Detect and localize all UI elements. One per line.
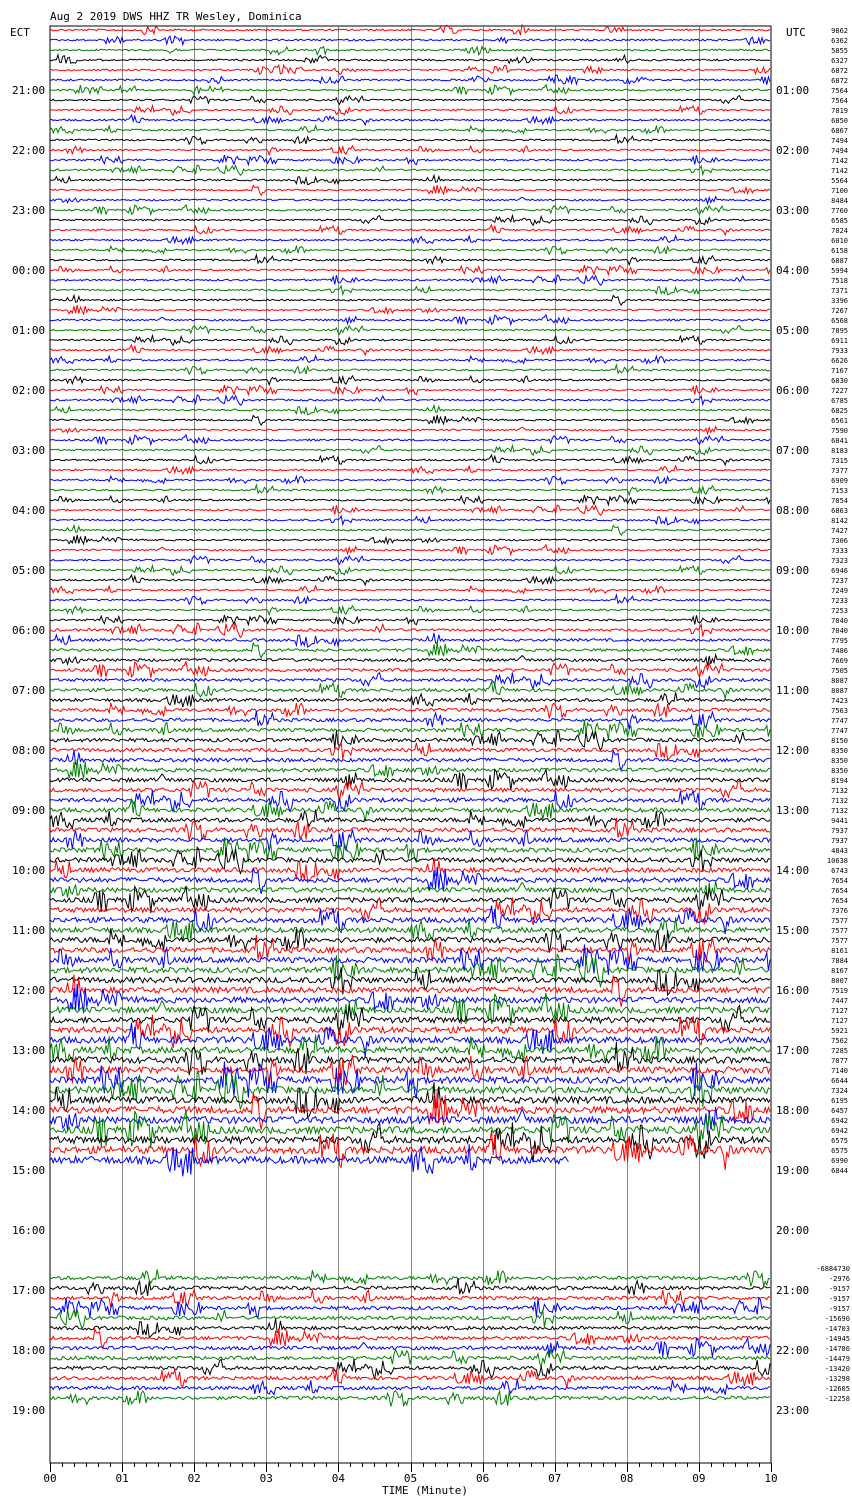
right-hour-label: 01:00 — [776, 84, 810, 97]
seismic-trace — [50, 376, 770, 385]
trace-scale-value: -14786 — [824, 1345, 850, 1353]
seismic-trace — [50, 435, 770, 445]
trace-scale-value: 7333 — [831, 547, 848, 555]
seismic-trace — [50, 1130, 770, 1170]
left-hour-label: 09:00 — [12, 804, 46, 817]
trace-scale-value: 7494 — [831, 147, 848, 155]
trace-scale-value: 7127 — [831, 1007, 848, 1015]
trace-scale-value: 7253 — [831, 607, 848, 615]
trace-scale-value: 7577 — [831, 917, 848, 925]
trace-scale-value: 7895 — [831, 327, 848, 335]
seismic-trace — [50, 365, 770, 374]
seismic-trace — [50, 265, 770, 275]
left-hour-label: 10:00 — [12, 864, 46, 877]
seismic-trace — [50, 197, 770, 204]
seismic-trace — [50, 155, 770, 165]
plot-frame — [50, 26, 771, 1463]
seismic-trace — [50, 867, 770, 894]
seismic-trace — [50, 1298, 770, 1318]
trace-scale-value: 7427 — [831, 527, 848, 535]
trace-scale-value: 7518 — [831, 277, 848, 285]
trace-scale-value: 7142 — [831, 157, 848, 165]
seismic-trace — [50, 55, 770, 63]
trace-scale-value: 6327 — [831, 57, 848, 65]
left-hour-label: 18:00 — [12, 1344, 46, 1357]
x-tick-label: 05 — [403, 1472, 418, 1485]
trace-scale-value: 5855 — [831, 47, 848, 55]
seismic-trace — [50, 345, 770, 355]
trace-scale-value: 6626 — [831, 357, 848, 365]
trace-group — [50, 25, 770, 1407]
trace-scale-value: 7040 — [831, 617, 848, 625]
trace-scale-value: 7267 — [831, 307, 848, 315]
trace-scale-value: 6585 — [831, 217, 848, 225]
seismic-trace — [50, 881, 770, 901]
seismic-trace — [50, 897, 770, 925]
trace-scale-value: 7077 — [831, 1057, 848, 1065]
trace-scale-value: 8007 — [831, 977, 848, 985]
left-hour-label: 08:00 — [12, 744, 46, 757]
trace-scale-value: 6872 — [831, 67, 848, 75]
seismic-trace — [50, 115, 770, 125]
trace-scale-value: 7795 — [831, 637, 848, 645]
seismic-trace — [50, 769, 770, 790]
left-hour-label: 22:00 — [12, 144, 46, 157]
trace-scale-value: -9157 — [828, 1305, 850, 1313]
trace-scale-value: 7654 — [831, 897, 848, 905]
left-hour-label: 15:00 — [12, 1164, 46, 1177]
trace-scale-value: 7486 — [831, 647, 848, 655]
seismic-trace — [50, 246, 770, 254]
right-hour-label: 14:00 — [776, 864, 810, 877]
trace-scale-value: 7494 — [831, 137, 848, 145]
seismic-trace — [50, 96, 770, 105]
trace-scale-value: 8350 — [831, 747, 848, 755]
seismic-trace — [50, 175, 770, 184]
seismic-trace — [50, 1269, 770, 1286]
left-hour-label: 02:00 — [12, 384, 46, 397]
seismic-trace — [50, 485, 770, 495]
seismic-trace — [50, 415, 770, 425]
trace-scale-value: 7654 — [831, 877, 848, 885]
trace-scale-value: 8350 — [831, 767, 848, 775]
seismic-trace — [50, 703, 770, 718]
x-tick-label: 00 — [43, 1472, 57, 1485]
seismic-trace — [50, 681, 770, 698]
x-axis-label: TIME (Minute) — [381, 1484, 469, 1497]
trace-scale-value: -12258 — [824, 1395, 850, 1403]
trace-scale-value: 6457 — [831, 1107, 848, 1115]
trace-scale-value: 8183 — [831, 447, 848, 455]
seismic-trace — [50, 405, 770, 414]
x-tick-label: 01 — [115, 1472, 129, 1485]
trace-scale-value: 8142 — [831, 517, 848, 525]
left-hour-label: 00:00 — [12, 264, 46, 277]
seismic-trace — [50, 286, 770, 295]
right-hour-label: 03:00 — [776, 204, 810, 217]
trace-scale-value: -14945 — [824, 1335, 850, 1343]
trace-scale-value: 7142 — [831, 167, 848, 175]
trace-scale-value: 6195 — [831, 1097, 848, 1105]
seismic-trace — [50, 275, 770, 285]
trace-scale-value: 7564 — [831, 87, 848, 95]
x-tick-label: 07 — [548, 1472, 562, 1485]
seismic-trace — [50, 575, 770, 585]
left-hour-label: 16:00 — [12, 1224, 46, 1237]
right-hour-label: 17:00 — [776, 1044, 810, 1057]
right-hour-label: 21:00 — [776, 1284, 810, 1297]
seismic-trace — [50, 336, 770, 346]
x-tick-label: 04 — [331, 1472, 346, 1485]
trace-scale-value: 7324 — [831, 1087, 848, 1095]
seismic-trace — [50, 315, 770, 325]
seismic-trace — [50, 692, 770, 707]
left-hour-label: 01:00 — [12, 324, 46, 337]
seismic-trace — [50, 216, 770, 226]
trace-scale-value: -9157 — [828, 1285, 850, 1293]
trace-scale-value: 7285 — [831, 1047, 848, 1055]
trace-scale-value: 6946 — [831, 567, 848, 575]
right-hour-label: 09:00 — [776, 564, 810, 577]
trace-scale-value: 7669 — [831, 657, 848, 665]
trace-scale-value: 7167 — [831, 367, 848, 375]
right-hour-label: 11:00 — [776, 684, 810, 697]
trace-scale-value: 9441 — [831, 817, 848, 825]
trace-scale-value: -2976 — [828, 1275, 850, 1283]
seismic-trace — [50, 326, 770, 335]
x-tick-label: 10 — [764, 1472, 778, 1485]
trace-scale-value: 7237 — [831, 577, 848, 585]
trace-scale-value: 7040 — [831, 627, 848, 635]
trace-scale-value: 7132 — [831, 807, 848, 815]
left-hour-label: 23:00 — [12, 204, 46, 217]
trace-scale-value: 8087 — [831, 687, 848, 695]
seismic-trace — [50, 742, 770, 760]
seismic-trace — [50, 566, 770, 576]
trace-scale-value: 6561 — [831, 417, 848, 425]
seismic-trace — [50, 225, 770, 235]
x-tick-label: 08 — [620, 1472, 634, 1485]
trace-scale-value: 7132 — [831, 787, 848, 795]
right-hour-labels — [776, 84, 809, 1417]
trace-scale-value: 6872 — [831, 77, 848, 85]
trace-scale-value: 7315 — [831, 457, 848, 465]
seismic-trace — [50, 798, 770, 821]
chart-title: Aug 2 2019 DWS HHZ TR Wesley, Dominica — [50, 10, 302, 23]
x-axis — [43, 1463, 777, 1485]
trace-scale-value: 7747 — [831, 717, 848, 725]
trace-scale-value: 7423 — [831, 697, 848, 705]
right-hour-label: 08:00 — [776, 504, 810, 517]
left-hour-label: 14:00 — [12, 1104, 46, 1117]
x-tick-label: 06 — [475, 1472, 490, 1485]
trace-scale-value: 7249 — [831, 587, 848, 595]
trace-scale-value: 6990 — [831, 1157, 848, 1165]
seismic-trace — [50, 595, 770, 604]
trace-scale-value: 7306 — [831, 537, 848, 545]
trace-scale-value: 6575 — [831, 1137, 848, 1145]
seismic-trace — [50, 466, 770, 474]
trace-scale-value: 8150 — [831, 737, 848, 745]
seismic-trace — [50, 495, 770, 505]
seismic-trace — [50, 305, 770, 314]
trace-scale-value: 7577 — [831, 937, 848, 945]
trace-scale-value: 10638 — [826, 857, 848, 865]
trace-scale-value: 7937 — [831, 827, 848, 835]
trace-scale-value: 7376 — [831, 907, 848, 915]
seismic-trace — [50, 1290, 770, 1308]
seismic-trace — [50, 356, 770, 364]
seismic-trace — [50, 446, 770, 456]
seismic-trace — [50, 455, 770, 465]
trace-scale-value: -13420 — [824, 1365, 850, 1373]
seismic-trace — [50, 1091, 770, 1130]
seismic-trace — [50, 780, 770, 800]
left-hour-label: 04:00 — [12, 504, 46, 517]
trace-scale-value: 7054 — [831, 497, 848, 505]
trace-scale-value: 7505 — [831, 667, 848, 675]
trace-scale-value: 6825 — [831, 407, 848, 415]
trace-scale-value: -14479 — [824, 1355, 850, 1363]
right-hour-label: 07:00 — [776, 444, 810, 457]
right-hour-label: 05:00 — [776, 324, 810, 337]
trace-scale-value: 6942 — [831, 1127, 848, 1135]
left-hour-label: 07:00 — [12, 684, 46, 697]
trace-scale-value: 7937 — [831, 837, 848, 845]
left-hour-label: 19:00 — [12, 1404, 46, 1417]
trace-scale-value: 7140 — [831, 1067, 848, 1075]
trace-scale-value: 7747 — [831, 727, 848, 735]
trace-scale-value: 8194 — [831, 777, 848, 785]
trace-scale-value: 6362 — [831, 37, 848, 45]
seismic-trace — [50, 720, 770, 739]
trace-scale-value: 6844 — [831, 1167, 848, 1175]
seismic-trace — [50, 295, 770, 305]
trace-scale-value: 7127 — [831, 1017, 848, 1025]
trace-scale-value: 6010 — [831, 237, 848, 245]
seismic-trace — [50, 126, 770, 134]
trace-scale-value: 8350 — [831, 757, 848, 765]
seismic-trace — [50, 673, 770, 689]
seismic-trace — [50, 135, 770, 144]
seismic-trace — [50, 606, 770, 615]
seismic-trace — [50, 505, 770, 515]
left-hour-label: 05:00 — [12, 564, 46, 577]
trace-scale-value: 6942 — [831, 1117, 848, 1125]
trace-scale-value: 7519 — [831, 987, 848, 995]
seismic-trace — [50, 236, 770, 244]
trace-scale-value: 6568 — [831, 317, 848, 325]
grid-lines — [50, 26, 771, 1463]
trace-scale-value: -6884730 — [816, 1265, 850, 1273]
seismic-trace — [50, 586, 770, 594]
trace-scale-value: 3396 — [831, 297, 848, 305]
trace-scale-value: 7760 — [831, 207, 848, 215]
left-hour-labels — [12, 84, 45, 1417]
seismic-trace — [50, 1072, 770, 1110]
trace-scale-value: 6785 — [831, 397, 848, 405]
seismic-trace — [50, 662, 770, 678]
trace-scale-value: 7562 — [831, 1037, 848, 1045]
trace-scale-value: 5994 — [831, 267, 848, 275]
trace-scale-value: 7447 — [831, 997, 848, 1005]
trace-scale-value: 6743 — [831, 867, 848, 875]
seismic-trace — [50, 655, 770, 666]
seismic-trace — [50, 85, 770, 95]
seismic-trace — [50, 395, 770, 405]
x-tick-label: 02 — [187, 1472, 201, 1485]
trace-scale-value: 7933 — [831, 347, 848, 355]
trace-scale-value: 7819 — [831, 107, 848, 115]
trace-scale-value: 7377 — [831, 467, 848, 475]
trace-scale-value: 8087 — [831, 677, 848, 685]
trace-scale-value: 7590 — [831, 427, 848, 435]
trace-scale-values — [816, 27, 850, 1403]
trace-scale-value: 6841 — [831, 437, 848, 445]
seismic-trace — [50, 615, 770, 625]
seismic-trace — [50, 516, 770, 525]
trace-scale-value: 6830 — [831, 377, 848, 385]
left-hour-label: 17:00 — [12, 1284, 46, 1297]
right-timezone-label: UTC — [786, 26, 806, 39]
trace-scale-value: 7153 — [831, 487, 848, 495]
seismic-trace — [50, 525, 770, 535]
x-tick-label: 09 — [692, 1472, 706, 1485]
left-hour-label: 12:00 — [12, 984, 46, 997]
trace-scale-value: 7323 — [831, 557, 848, 565]
trace-scale-value: 7577 — [831, 927, 848, 935]
seismic-trace — [50, 146, 770, 155]
right-hour-label: 12:00 — [776, 744, 810, 757]
trace-scale-value: 6887 — [831, 257, 848, 265]
right-hour-label: 10:00 — [776, 624, 810, 637]
trace-scale-value: 6158 — [831, 247, 848, 255]
seismic-trace — [50, 185, 770, 195]
trace-scale-value: 7233 — [831, 597, 848, 605]
right-hour-label: 23:00 — [776, 1404, 810, 1417]
right-hour-label: 18:00 — [776, 1104, 810, 1117]
trace-scale-value: 6575 — [831, 1147, 848, 1155]
trace-scale-value: 4843 — [831, 847, 848, 855]
trace-scale-value: 6863 — [831, 507, 848, 515]
left-hour-label: 21:00 — [12, 84, 46, 97]
seismic-trace — [50, 730, 770, 750]
trace-scale-value: 6850 — [831, 117, 848, 125]
trace-scale-value: 6867 — [831, 127, 848, 135]
seismic-trace — [50, 1319, 770, 1338]
right-hour-label: 06:00 — [776, 384, 810, 397]
seismic-trace — [50, 1061, 770, 1097]
seismic-trace — [50, 476, 770, 484]
seismic-trace — [50, 65, 770, 74]
trace-scale-value: -13298 — [824, 1375, 850, 1383]
left-hour-label: 11:00 — [12, 924, 46, 937]
left-timezone-label: ECT — [10, 26, 30, 39]
seismic-trace — [50, 75, 770, 84]
trace-scale-value: 8167 — [831, 967, 848, 975]
seismic-trace — [50, 165, 770, 175]
seismic-trace — [50, 535, 770, 544]
trace-scale-value: 7100 — [831, 187, 848, 195]
seismic-trace — [50, 205, 770, 215]
seismic-trace — [50, 106, 770, 116]
right-hour-label: 13:00 — [776, 804, 810, 817]
trace-scale-value: 7654 — [831, 887, 848, 895]
trace-scale-value: 7884 — [831, 957, 848, 965]
seismic-trace — [50, 643, 770, 658]
seismic-trace — [50, 545, 770, 555]
right-hour-label: 20:00 — [776, 1224, 810, 1237]
trace-scale-value: 8161 — [831, 947, 848, 955]
right-hour-label: 04:00 — [776, 264, 810, 277]
seismic-trace — [50, 556, 770, 565]
seismic-trace — [50, 1338, 770, 1358]
trace-scale-value: -15690 — [824, 1315, 850, 1323]
seismic-trace — [50, 36, 770, 45]
trace-scale-value: 7132 — [831, 797, 848, 805]
trace-scale-value: -12605 — [824, 1385, 850, 1393]
left-hour-label: 03:00 — [12, 444, 46, 457]
trace-scale-value: 9862 — [831, 27, 848, 35]
right-hour-label: 19:00 — [776, 1164, 810, 1177]
trace-scale-value: 7563 — [831, 707, 848, 715]
trace-scale-value: 7824 — [831, 227, 848, 235]
trace-scale-value: 7371 — [831, 287, 848, 295]
x-tick-label: 03 — [259, 1472, 273, 1485]
trace-scale-value: 5564 — [831, 177, 848, 185]
seismic-trace — [50, 427, 770, 434]
trace-scale-value: 6644 — [831, 1077, 848, 1085]
seismic-trace — [50, 760, 770, 779]
seismic-trace — [50, 1368, 770, 1388]
right-hour-label: 15:00 — [776, 924, 810, 937]
trace-scale-value: 7564 — [831, 97, 848, 105]
seismic-trace — [50, 633, 770, 647]
trace-scale-value: -14703 — [824, 1325, 850, 1333]
trace-scale-value: -9157 — [828, 1295, 850, 1303]
trace-scale-value: 6909 — [831, 477, 848, 485]
right-hour-label: 02:00 — [776, 144, 810, 157]
seismic-trace — [50, 623, 770, 638]
right-hour-label: 16:00 — [776, 984, 810, 997]
trace-scale-value: 8484 — [831, 197, 848, 205]
right-hour-label: 22:00 — [776, 1344, 810, 1357]
seismic-trace — [50, 255, 770, 265]
left-hour-label: 13:00 — [12, 1044, 46, 1057]
trace-scale-value: 5921 — [831, 1027, 848, 1035]
seismic-trace — [50, 1379, 770, 1395]
left-hour-label: 06:00 — [12, 624, 46, 637]
seismic-trace — [50, 917, 770, 942]
trace-scale-value: 7227 — [831, 387, 848, 395]
trace-scale-value: 6911 — [831, 337, 848, 345]
seismic-trace — [50, 47, 770, 55]
seismic-trace — [50, 385, 770, 395]
seismic-trace — [50, 1391, 770, 1407]
